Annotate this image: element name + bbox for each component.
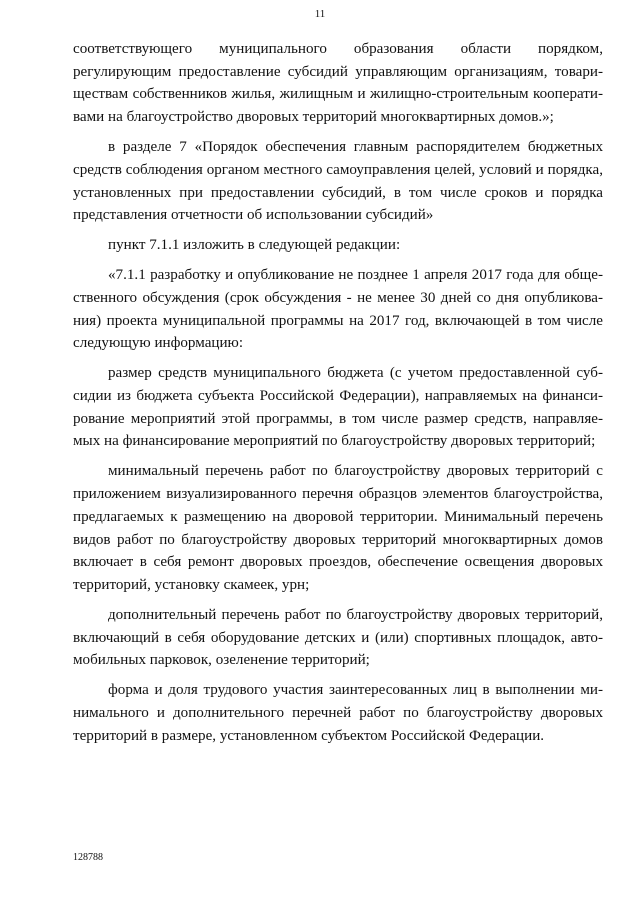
text-line: представления отчетности об использовании субсидий» (73, 207, 434, 224)
text-line: средств соблюдения органом местного самоуправления целей, условий и порядка, (73, 161, 603, 178)
text-line: приложением визуализированного перечня образцов элементов благоустройства, (73, 486, 603, 503)
text-line: территорий в размере, установленном субъектом Российской Федерации. (73, 727, 545, 744)
text-line: мобильных парковок, озеленение территорий; (73, 652, 370, 669)
document-code: 128788 (73, 852, 103, 863)
text-line: включает в себя ремонт дворовых проездов, обеспечение освещения дворовых (73, 554, 603, 571)
paragraph-1 (73, 38, 603, 129)
paragraph-2 (73, 136, 603, 227)
text-line: размер средств муниципального бюджета (с учетом предоставленной суб- (108, 365, 603, 382)
text-line: ния) проекта муниципальной программы на 2017 год, включающей в том числе (73, 312, 603, 329)
document-body (73, 38, 603, 755)
text-line: рование мероприятий этой программы, в том числе размер средств, направляе- (73, 410, 603, 427)
paragraph-6 (73, 460, 603, 596)
paragraph-7 (73, 604, 603, 672)
text-line: предлагаемых к размещению на дворовой территории. Минимальный перечень (73, 508, 603, 525)
text-line: ственного обсуждения (срок обсуждения - не менее 30 дней со дня опубликова- (73, 289, 603, 306)
text-line: соответствующего муниципального образования области порядком, (73, 41, 603, 57)
text-line: мых на финансирование мероприятий по благоустройству дворовых территорий; (73, 433, 596, 450)
text-line: нимального и дополнительного перечней работ по благоустройству дворовых (73, 705, 603, 722)
text-line: регулирующим предоставление субсидий управляющим организациям, товари- (73, 63, 603, 80)
paragraph-5 (73, 362, 603, 453)
text-line: минимальный перечень работ по благоустройству дворовых территорий с (108, 463, 603, 480)
text-line: следующую информацию: (73, 335, 244, 352)
text-line: ществам собственников жилья, жилищным и жилищно-строительным кооперати- (73, 86, 603, 103)
text-line: территорий, установку скамеек, урн; (73, 576, 310, 593)
text-line: в разделе 7 «Порядок обеспечения главным распорядителем бюджетных (108, 139, 603, 156)
text-line: видов работ по благоустройству дворовых территорий многоквартирных домов (73, 531, 603, 548)
text-line: вами на благоустройство дворовых территорий многоквартирных домов.»; (73, 109, 554, 126)
text-line: сидии из бюджета субъекта Российской Федерации), направляемых на финанси- (73, 388, 603, 405)
text-line: «7.1.1 разработку и опубликование не позднее 1 апреля 2017 года для обще- (108, 267, 603, 284)
text-line: дополнительный перечень работ по благоустройству дворовых территорий, (108, 606, 603, 623)
text-line: форма и доля трудового участия заинтересованных лиц в выполнении ми- (108, 682, 603, 699)
page-number: 11 (314, 8, 326, 20)
text-line: включающий в себя оборудование детских и (или) спортивных площадок, авто- (73, 629, 603, 646)
text-line: установленных при предоставлении субсидий, в том числе сроков и порядка (73, 184, 603, 201)
paragraph-4 (73, 264, 603, 355)
paragraph-3 (73, 234, 603, 257)
paragraph-8 (73, 679, 603, 747)
text-line: пункт 7.1.1 изложить в следующей редакции: (108, 237, 401, 254)
